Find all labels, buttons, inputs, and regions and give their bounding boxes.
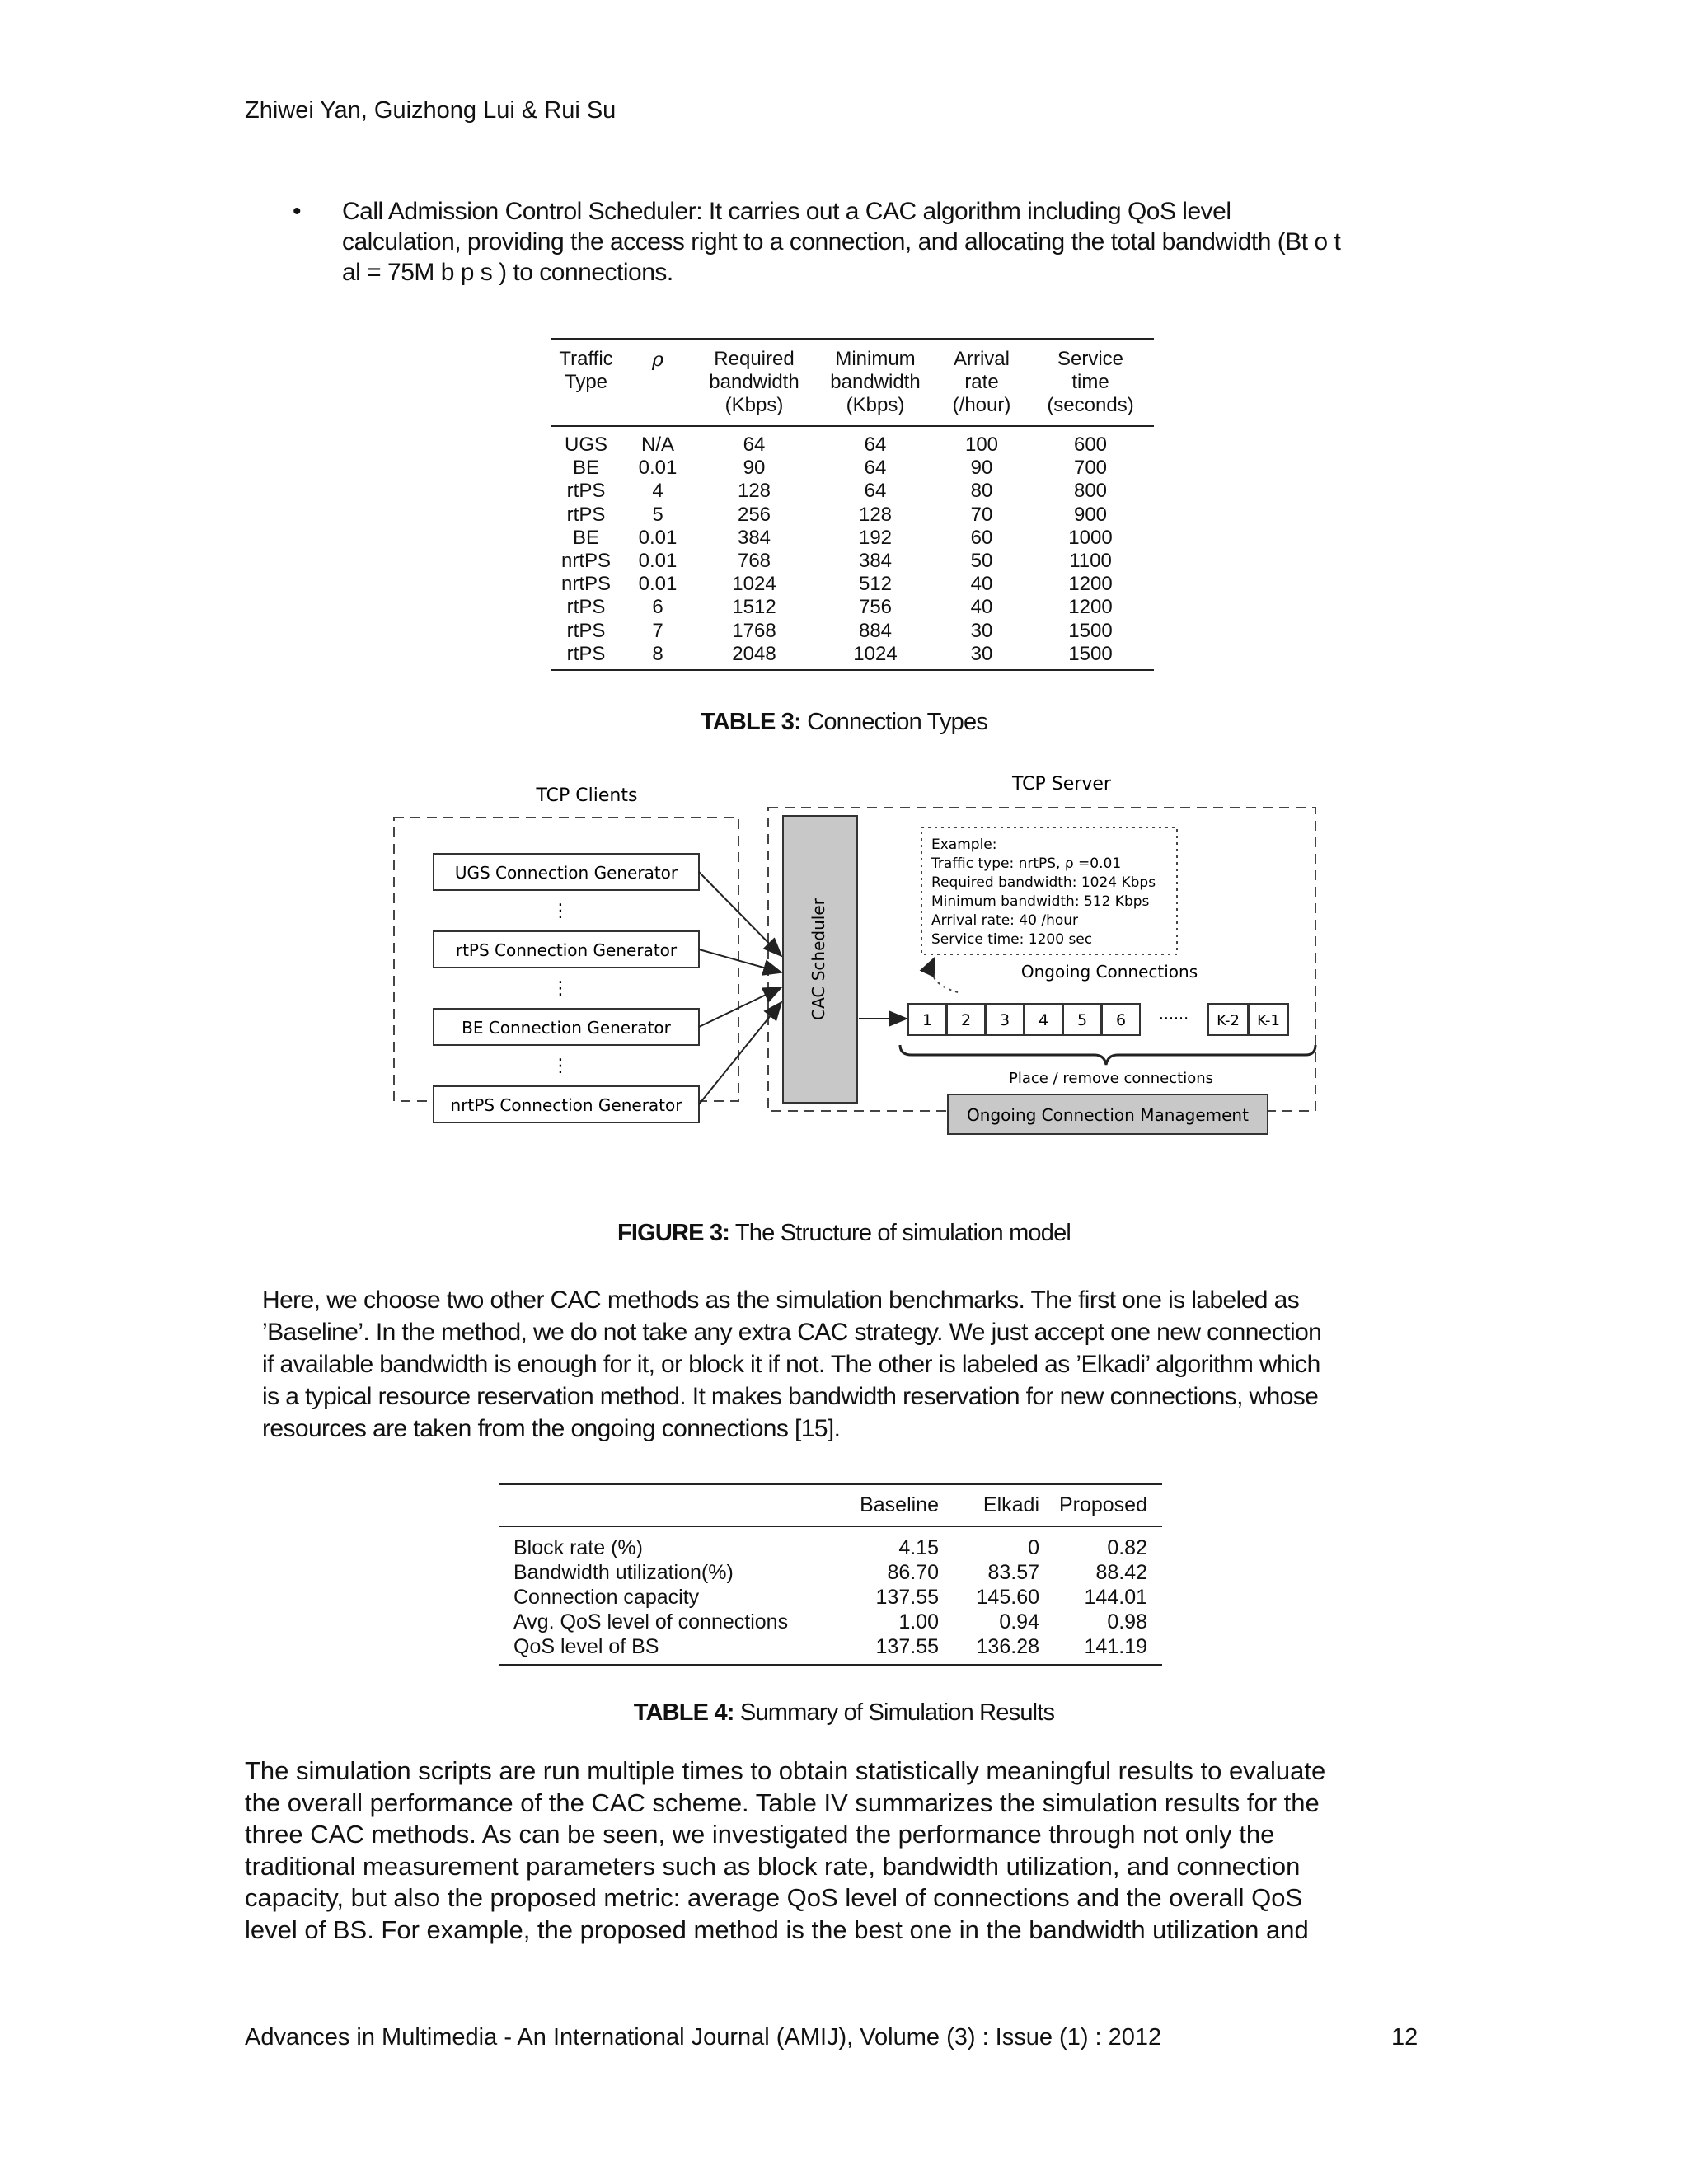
table-cell: 1500 [1068, 619, 1113, 642]
table-row [551, 643, 1154, 670]
vertical-ellipsis: ⋮ [551, 978, 570, 999]
paragraph-line: level of BS. For example, the proposed method is the best one in the bandwidth utilization and [245, 1915, 1309, 1944]
bullet-line: Call Admission Control Scheduler: It carries out a CAC algorithm including QoS level [342, 198, 1231, 225]
table-cell: 30 [970, 619, 993, 642]
table-cell: 5 [652, 503, 663, 526]
table-cell: 64 [864, 480, 887, 503]
svg-text:rtPS Connection Generator: rtPS Connection Generator [455, 940, 678, 960]
table-cell: 8 [652, 642, 663, 665]
paragraph-line: traditional measurement parameters such as block rate, bandwidth utilization, and connection [245, 1851, 1301, 1881]
table-row [551, 573, 1154, 596]
table-cell: 141.19 [1084, 1635, 1147, 1658]
table-cell: rtPS [566, 619, 606, 642]
svg-text:Traffic type: nrtPS, ρ =0.01: Traffic type: nrtPS, ρ =0.01 [931, 855, 1122, 872]
svg-text:BE Connection Generator: BE Connection Generator [462, 1018, 671, 1038]
table-cell: 1024 [853, 642, 898, 665]
table-header-row [499, 1484, 1162, 1526]
table-cell: UGS [564, 434, 607, 456]
table-cell: 800 [1073, 480, 1108, 503]
table-row [551, 426, 1154, 457]
table-row [499, 1634, 1162, 1665]
table-cell: 60 [970, 526, 993, 549]
table-cell: 0.01 [638, 550, 678, 573]
svg-text:Minimum bandwidth: 512 Kbps: Minimum bandwidth: 512 Kbps [931, 893, 1150, 910]
table-cell: Avg. QoS level of connections [513, 1610, 789, 1633]
table-row [499, 1610, 1162, 1634]
table-cell: 256 [737, 503, 771, 526]
table-cell: 136.28 [976, 1635, 1039, 1658]
connection-slot [1025, 1004, 1062, 1035]
bullet-paragraph [342, 196, 1414, 288]
svg-text:4: 4 [1038, 1011, 1049, 1029]
table-cell: 768 [737, 550, 771, 573]
slot-ellipsis: ······ [1158, 1010, 1189, 1028]
table-cell: 0.01 [638, 457, 678, 480]
example-callout [921, 827, 1177, 954]
generator-ugs [434, 854, 699, 890]
table-cell: 512 [858, 573, 893, 596]
paragraph-line: is a typical resource reservation method. It makes bandwidth reservation for new connections, whose [262, 1383, 1319, 1410]
table-cell: 7 [652, 619, 663, 642]
table-cell: 70 [970, 503, 993, 526]
svg-text:1: 1 [921, 1011, 933, 1029]
table-cell: 100 [964, 434, 999, 456]
svg-text:5: 5 [1076, 1011, 1088, 1029]
paragraph-benchmarks [262, 1284, 1420, 1445]
table-cell: 137.55 [875, 1586, 939, 1609]
table-row [499, 1585, 1162, 1610]
running-header: Zhiwei Yan, Guizhong Lui & Rui Su [245, 97, 617, 124]
brace [900, 1045, 1315, 1065]
connection-slot [908, 1004, 946, 1035]
table-cell: rtPS [566, 503, 606, 526]
page-number: 12 [1391, 2024, 1418, 2050]
paragraph-line: resources are taken from the ongoing connections [15]. [262, 1415, 841, 1442]
table-cell: 4.15 [898, 1536, 939, 1559]
connection-slot [986, 1004, 1024, 1035]
paragraph-line: the overall performance of the CAC scheme. Table IV summarizes the simulation results for the [245, 1788, 1320, 1817]
svg-text:CAC Scheduler: CAC Scheduler [809, 898, 828, 1020]
table-cell: Block rate (%) [513, 1536, 643, 1559]
figure3-caption: FIGURE 3: The Structure of simulation model [617, 1220, 1071, 1246]
table-cell: 86.70 [887, 1561, 939, 1584]
table-cell: 384 [858, 550, 893, 573]
generator-nrtps [434, 1029, 699, 1065]
svg-text:Ongoing Connection Management: Ongoing Connection Management [967, 1105, 1249, 1125]
table-row [551, 480, 1154, 503]
table-row [551, 620, 1154, 643]
vertical-ellipsis: ⋮ [551, 1056, 570, 1076]
svg-text:6: 6 [1115, 1011, 1127, 1029]
table-header-row [551, 339, 1154, 426]
table3-caption: TABLE 3: Connection Types [700, 709, 988, 735]
table-cell: 40 [970, 596, 993, 619]
paragraph-line: The simulation scripts are run multiple times to obtain statistically meaningful results to evaluate [245, 1756, 1326, 1785]
table-cell: 40 [970, 573, 993, 596]
table-row [551, 527, 1154, 550]
table-row [551, 596, 1154, 619]
figure-simulation-structure [387, 766, 1327, 1170]
table-simulation-summary [499, 1483, 1162, 1666]
table-cell: 0.01 [638, 573, 678, 596]
table-cell: Connection capacity [513, 1586, 700, 1609]
table-cell: 0.98 [1107, 1610, 1147, 1633]
connection-slot [947, 1004, 985, 1035]
table-cell: 756 [858, 596, 893, 619]
col-header-elkadi: Elkadi [982, 1493, 1039, 1516]
example-pointer [932, 958, 959, 992]
bullet-line: al = 75M b p s ) to connections. [342, 259, 673, 286]
table-cell: 64 [743, 434, 766, 456]
table-row [551, 504, 1154, 527]
svg-text:Arrival rate: 40 /hour: Arrival rate: 40 /hour [931, 912, 1079, 929]
table-cell: QoS level of BS [513, 1635, 659, 1658]
table-cell: 30 [970, 642, 993, 665]
table-cell: 2048 [732, 642, 776, 665]
paragraph-results [245, 1755, 1422, 1946]
tcp-server-label: TCP Server [1012, 774, 1111, 794]
table-cell: 137.55 [875, 1635, 939, 1658]
table-cell: 900 [1073, 503, 1108, 526]
svg-text:Required bandwidth: 1024 Kbps: Required bandwidth: 1024 Kbps [931, 874, 1156, 891]
table-cell: 4 [652, 480, 663, 503]
bullet-symbol: • [293, 198, 302, 225]
tcp-clients-label: TCP Clients [536, 785, 638, 806]
svg-text:2: 2 [960, 1011, 972, 1029]
paragraph-line: Here, we choose two other CAC methods as the simulation benchmarks. The first one is labeled as [262, 1286, 1300, 1314]
table-cell: 0.01 [638, 526, 678, 549]
paragraph-line: if available bandwidth is enough for it, or block it if not. The other is labeled as ’Elkadi’ algorithm which [262, 1351, 1320, 1378]
table-connection-types [551, 338, 1154, 671]
cac-scheduler [783, 816, 857, 1103]
table-row [499, 1560, 1162, 1585]
col-header-metric [499, 1484, 837, 1526]
col-header-traffic-type: Traffic Type [559, 348, 613, 393]
col-header-service-time: Service time (seconds) [1047, 348, 1134, 416]
table-cell: 700 [1073, 457, 1108, 480]
col-header-required-bandwidth: Required bandwidth (Kbps) [709, 348, 799, 416]
generator-rtps [434, 931, 699, 968]
table-cell: 90 [743, 457, 766, 480]
svg-text:UGS Connection Generator: UGS Connection Generator [454, 863, 678, 883]
table-cell: 884 [858, 619, 893, 642]
table-cell: 6 [652, 596, 663, 619]
connection-slot [1063, 1004, 1101, 1035]
svg-text:Service time: 1200 sec: Service time: 1200 sec [931, 931, 1093, 948]
table-cell: 83.57 [987, 1561, 1039, 1584]
table4-caption: TABLE 4: Summary of Simulation Results [633, 1699, 1055, 1726]
table-cell: BE [572, 526, 599, 549]
table-cell: 90 [970, 457, 993, 480]
footer-journal: Advances in Multimedia - An International Journal (AMIJ), Volume (3) : Issue (1) : 2012 [245, 2024, 1162, 2050]
svg-text:nrtPS Connection Generator: nrtPS Connection Generator [450, 1095, 682, 1115]
table-cell: rtPS [566, 480, 606, 503]
table-cell: 1768 [732, 619, 776, 642]
table-cell: 1024 [732, 573, 776, 596]
table-cell: 192 [858, 526, 893, 549]
generator-nrtps-box [434, 1086, 699, 1122]
table-cell: 88.42 [1095, 1561, 1147, 1584]
table-cell: N/A [640, 434, 674, 456]
col-header-baseline: Baseline [860, 1493, 939, 1516]
table-cell: 1512 [732, 596, 776, 619]
table-cell: rtPS [566, 596, 606, 619]
connection-slot [1102, 1004, 1140, 1035]
table-cell: 0 [1028, 1536, 1039, 1559]
col-header-rho: ρ [651, 348, 664, 371]
table-cell: Bandwidth utilization(%) [513, 1561, 734, 1584]
table-cell: 64 [864, 434, 887, 456]
col-header-minimum-bandwidth: Minimum bandwidth (Kbps) [830, 348, 921, 416]
table-cell: 145.60 [976, 1586, 1039, 1609]
table-cell: 600 [1073, 434, 1108, 456]
table-cell: BE [572, 457, 599, 480]
svg-text:K-2: K-2 [1217, 1012, 1240, 1029]
table-cell: 1200 [1068, 596, 1113, 619]
table-cell: 128 [858, 503, 893, 526]
table-cell: 0.94 [999, 1610, 1039, 1633]
table-cell: 144.01 [1084, 1586, 1147, 1609]
table-cell: 1100 [1069, 550, 1112, 573]
svg-text:K-1: K-1 [1257, 1012, 1280, 1029]
ongoing-connections-label: Ongoing Connections [1020, 962, 1198, 982]
col-header-proposed: Proposed [1058, 1493, 1147, 1516]
paragraph-line: capacity, but also the proposed metric: average QoS level of connections and the overall QoS [245, 1883, 1303, 1912]
svg-text:Example:: Example: [931, 837, 997, 853]
svg-text:3: 3 [999, 1011, 1010, 1029]
paragraph-line: three CAC methods. As can be seen, we investigated the performance through not only the [245, 1820, 1275, 1849]
connection-slot [1208, 1004, 1248, 1035]
table-cell: rtPS [566, 642, 606, 665]
table-cell: 128 [737, 480, 771, 503]
table-row [551, 550, 1154, 573]
col-header-arrival-rate: Arrival rate (/hour) [952, 348, 1011, 416]
table-cell: 1.00 [898, 1610, 939, 1633]
table-cell: nrtPS [560, 573, 612, 596]
table-row [499, 1526, 1162, 1560]
table-cell: 1000 [1068, 526, 1113, 549]
table-cell: nrtPS [560, 550, 612, 573]
table-cell: 50 [970, 550, 993, 573]
place-remove-label: Place / remove connections [1009, 1070, 1213, 1087]
bullet-line: calculation, providing the access right to a connection, and allocating the total bandwidth (Bt o t [342, 228, 1341, 255]
ongoing-connection-management [948, 1094, 1268, 1134]
table-cell: 384 [737, 526, 771, 549]
paragraph-line: ’Baseline’. In the method, we do not take any extra CAC strategy. We just accept one new connection [262, 1319, 1322, 1346]
table-cell: 80 [970, 480, 993, 503]
table-cell: 1500 [1068, 642, 1113, 665]
table-cell: 0.82 [1107, 1536, 1147, 1559]
table-cell: 64 [864, 457, 887, 480]
vertical-ellipsis: ⋮ [551, 901, 570, 921]
table-cell: 1200 [1068, 573, 1113, 596]
connection-slot [1249, 1004, 1288, 1035]
table-row [551, 457, 1154, 480]
